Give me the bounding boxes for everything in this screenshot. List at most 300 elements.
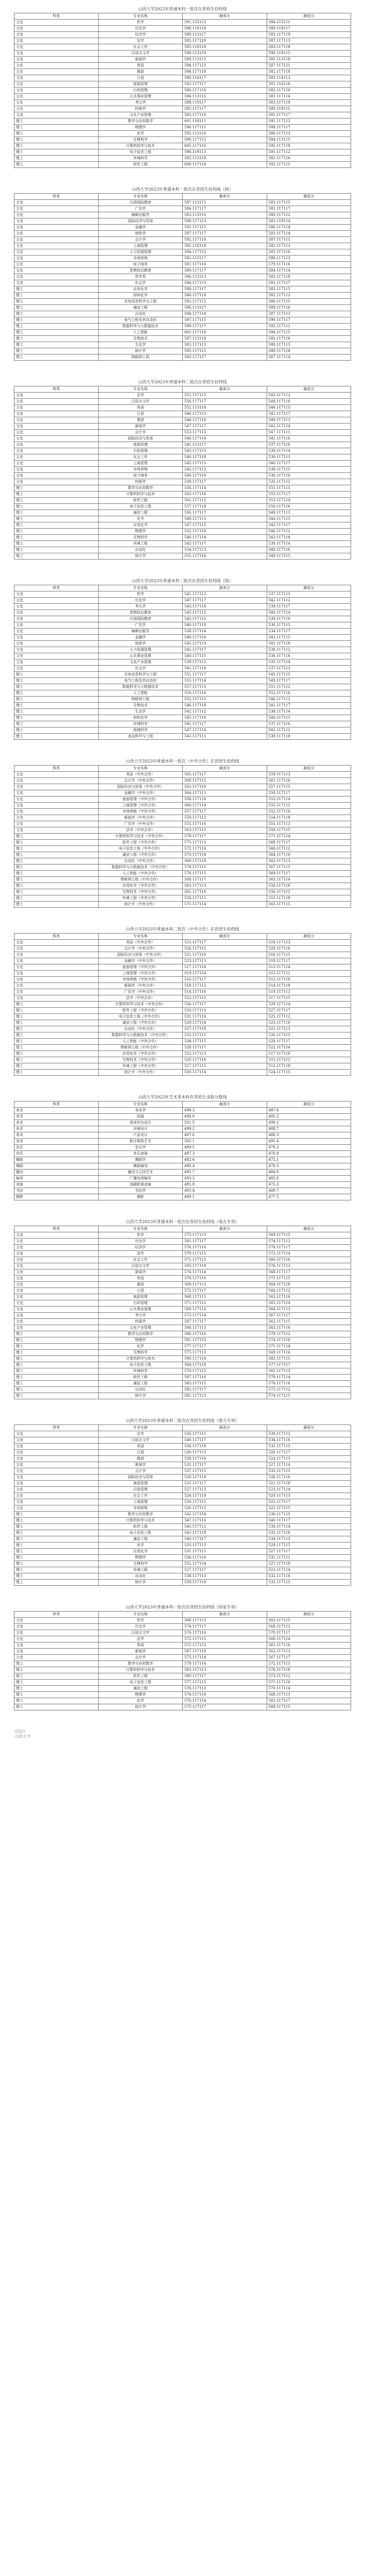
table-cell: 564.117118 [267,1282,351,1288]
table-cell: 文史 [14,940,99,946]
table-cell: 文史 [14,1475,99,1481]
table-cell: 理工 [14,902,99,908]
table-cell: 525.117117 [183,1481,267,1487]
table-cell: 文史 [14,448,99,454]
table-cell: 587.117115 [267,237,351,243]
table-cell: 580.117113 [267,342,351,348]
table-cell: 569.117115 [267,1232,351,1239]
table-cell: 俄语 [98,1456,183,1462]
table-row [14,50,351,57]
table-cell: 文史 [14,63,99,69]
table-cell: 592.117115 [267,162,351,168]
table-cell: 538.117114 [267,709,351,715]
table-cell: 光电信息科学与工程 [98,672,183,678]
table-cell: 文史 [14,20,99,26]
table-cell: 583.113116 [183,212,267,218]
table-cell: 512.117118 [267,1063,351,1070]
table-cell: 人力资源管理 [98,249,183,256]
table-cell: 哲学 [98,1618,183,1624]
table-cell: 545.117112 [267,393,351,399]
table-cell: 524.117118 [183,1493,267,1499]
table-cell: 文史 [14,977,99,983]
table-cell: 文史 [14,622,99,629]
score-table [14,933,351,1076]
table-row [14,256,351,262]
table-row [14,32,351,38]
table-row [14,1624,351,1630]
table-cell: 572.117114 [267,1251,351,1257]
table-cell: 541.117117 [183,721,267,727]
table-cell: 理工 [14,1008,99,1014]
table-cell: 527.117117 [183,1567,267,1573]
table-cell: 文史 [14,659,99,666]
table-cell: 569.117113 [183,1282,267,1288]
score-table [14,386,351,560]
table-cell: 562.117113 [267,1649,351,1655]
table-cell: 文史 [14,112,99,118]
table-cell: 558.117115 [267,827,351,834]
table-cell: 理工 [14,354,99,361]
table-cell: 文史 [14,69,99,75]
table-cell: 理工 [14,1543,99,1549]
table-cell: 531.117117 [183,1462,267,1468]
table-cell: 545.117115 [267,672,351,678]
table-cell: 580.117113 [267,256,351,262]
table-cell: 583.117118 [183,1263,267,1269]
table-cell: 534.117113 [267,1536,351,1543]
table-cell: 581.117116 [267,156,351,162]
table-cell: 财政学 [98,231,183,237]
table-cell: 547.117117 [183,423,267,430]
table-cell: 理工 [14,1375,99,1381]
table-row [14,479,351,485]
table-row [14,1536,351,1543]
table-cell: 文史 [14,442,99,448]
table-cell: 旅游管理（中外合作） [98,964,183,971]
table-cell: 528.117116 [183,1456,267,1462]
table-cell: 思想政治教育 [98,610,183,616]
table-cell: 583.117116 [183,112,267,118]
table-row [14,1307,351,1313]
table-cell: 584.113115 [267,137,351,143]
table-row [14,709,351,715]
table-cell: 人工智能（中外合作） [98,1039,183,1045]
table-cell: 自动化 [98,1573,183,1580]
table-row [14,678,351,684]
table-cell: 生物科学 [98,137,183,143]
table-cell: 音乐 [14,1151,99,1157]
table-cell: 新闻学 [98,57,183,63]
table-cell: 581.116116 [267,81,351,88]
table-row [14,865,351,871]
header-c1: 科类 [14,1612,99,1618]
table-row [14,1642,351,1649]
table-row [14,1020,351,1026]
table-cell: 549.117116 [267,399,351,405]
footer-line: 2023 [14,1729,25,1734]
table-row [14,871,351,877]
table-cell: 通信工程（中外合作） [98,1020,183,1026]
table-row [14,815,351,821]
table-cell: 552.117116 [267,690,351,697]
table-cell: 文史 [14,666,99,672]
score-section [14,578,351,740]
table-cell: 551.117113 [267,821,351,827]
table-cell: 569.117116 [183,1307,267,1313]
table-cell: 580.117117 [183,1673,267,1680]
header-c4: 最低分 [267,1226,351,1232]
table-row [14,1108,351,1114]
table-cell: 574.117117 [183,1624,267,1630]
section-caption: 山西大学2023年普通本科二批次在晋招生投档线（续） [132,579,233,583]
page-footer [0,1729,365,1739]
table-cell: 588.117117 [183,286,267,293]
table-cell: 579.117116 [267,262,351,268]
table-cell: 538.117112 [267,647,351,653]
header-c3: 最高分 [183,1425,267,1431]
table-cell: 526.117115 [267,1032,351,1039]
table-row [14,1263,351,1269]
table-row [14,858,351,865]
table-cell: 通信工程 [98,1686,183,1692]
section-caption: 山西大学2023年普通本科二批次在晋招生投档线 [138,380,227,384]
table-cell: 586.117116 [183,88,267,94]
table-row [14,1381,351,1387]
table-cell: 行政管理 [98,448,183,454]
table-row [14,1375,351,1381]
table-row [14,1704,351,1710]
table-row [14,989,351,995]
table-row [14,1393,351,1399]
table-cell: 文史 [14,815,99,821]
table-cell: 人工智能 [98,690,183,697]
table-cell: 工商管理 [98,243,183,249]
table-cell: 517.117116 [267,1051,351,1057]
table-cell: 487.3 [183,1151,267,1157]
table-cell: 583.117115 [267,286,351,293]
table-cell: 531.117115 [183,1549,267,1555]
table-row [14,1039,351,1045]
table-cell: 金融学（中外合作） [98,958,183,964]
table-cell: 汉语言文学 [98,1437,183,1444]
table-row [14,1170,351,1176]
table-cell: 565.117114 [267,1300,351,1307]
table-cell: 环境工程 [98,1567,183,1573]
table-row [14,1188,351,1194]
table-cell: 540.117113 [267,417,351,423]
table-cell: 574.117114 [183,1269,267,1276]
table-cell: 经济学 [98,1245,183,1251]
table-cell: 581.117116 [267,249,351,256]
table-cell: 571.117112 [183,1257,267,1263]
table-row [14,1667,351,1673]
table-cell: 文史 [14,809,99,815]
table-cell: 546.117115 [267,405,351,411]
table-cell: 533.117115 [267,1580,351,1586]
table-cell: 567.117117 [267,1313,351,1319]
score-section [14,758,351,908]
table-cell: 日语 [98,1450,183,1456]
header-c4: 最低分 [267,194,351,200]
table-row [14,305,351,311]
table-row [14,1655,351,1661]
table-row [14,131,351,137]
table-cell: 文史 [14,1630,99,1636]
table-cell: 598.119113 [183,149,267,156]
table-cell: 文史 [14,1462,99,1468]
table-cell: 文史 [14,1481,99,1487]
table-row [14,1462,351,1468]
table-row [14,1344,351,1350]
table-row [14,1524,351,1530]
table-cell: 576.117115 [183,871,267,877]
table-cell: 理工 [14,162,99,168]
table-cell: 文史 [14,430,99,436]
table-cell: 589.118117 [267,26,351,32]
table-cell: 文史 [14,218,99,225]
table-cell: 旅游管理 [98,1294,183,1300]
table-cell: 570.117114 [183,1698,267,1704]
table-cell: 559.117113 [267,772,351,778]
table-cell: 581.117113 [183,1393,267,1399]
table-row [14,88,351,94]
table-cell: 音乐学 [98,1145,183,1151]
table-cell: 文史 [14,417,99,423]
table-row [14,112,351,118]
table-cell: 理工 [14,1698,99,1704]
table-cell: 586.114117 [183,75,267,81]
table-cell: 数学与应用数学 [98,1331,183,1337]
table-cell: 文史 [14,88,99,94]
table-cell: 582.117118 [267,274,351,280]
table-cell: 545.117115 [183,461,267,467]
table-cell: 理工 [14,498,99,504]
table-cell: 587.117113 [267,311,351,317]
table-cell: 理工 [14,137,99,143]
header-c2: 专业名称 [98,13,183,20]
table-row [14,653,351,659]
table-cell: 文史 [14,1493,99,1499]
table-cell: 567.117115 [267,865,351,871]
table-cell: 电子信息工程 [98,1530,183,1536]
table-cell: 公共事业管理 [98,653,183,659]
table-row [14,1475,351,1481]
table-cell: 576.117116 [183,1245,267,1251]
table-cell: 548.117116 [183,635,267,641]
table-cell: 567.117118 [183,1649,267,1655]
table-cell: 文史 [14,821,99,827]
table-cell: 理工 [14,1680,99,1686]
table-row [14,659,351,666]
table-cell: 理工 [14,1337,99,1344]
table-cell: 工商管理 [98,461,183,467]
table-cell: 理工 [14,149,99,156]
table-row [14,268,351,274]
table-cell: 文史 [14,436,99,442]
table-cell: 557.117113 [183,684,267,690]
table-cell: 590.117115 [183,137,267,143]
table-cell: 587.117113 [267,38,351,44]
table-cell: 596.113117 [183,305,267,311]
table-cell: 518.117113 [267,940,351,946]
header-c2: 专业名称 [98,1101,183,1108]
table-row [14,827,351,834]
table-row [14,342,351,348]
table-cell: 文史 [14,1499,99,1505]
header-c4: 最低分 [267,386,351,393]
table-cell: 理工 [14,1555,99,1561]
header-row [14,934,351,940]
table-cell: 563.117113 [183,883,267,889]
table-row [14,393,351,399]
table-cell: 551.117115 [267,485,351,492]
score-table [14,1101,351,1200]
table-cell: 俄语 [98,417,183,423]
table-cell: 539.117117 [267,604,351,610]
table-cell: 汉语言文学 [98,1630,183,1636]
table-cell: 社会学 [98,280,183,286]
table-cell: 理工 [14,1381,99,1387]
table-row [14,311,351,317]
table-cell: 575.117117 [183,1704,267,1710]
table-row [14,772,351,778]
table-cell: 571.117112 [183,1300,267,1307]
table-row [14,821,351,827]
table-cell: 社会工作 [98,44,183,50]
footer-line: 山西大学 [14,1734,31,1739]
table-cell: 文史 [14,1288,99,1294]
table-cell: 理工 [14,734,99,740]
table-cell: 新闻学（中外合作） [98,983,183,989]
table-cell: 会计学（中外合作） [98,946,183,952]
table-cell: 理工 [14,131,99,137]
header-c2: 专业名称 [98,1612,183,1618]
table-row [14,137,351,143]
table-cell: 540.117117 [183,1437,267,1444]
table-cell: 557.117115 [267,784,351,790]
table-cell: 531.117115 [267,1444,351,1450]
header-row [14,1612,351,1618]
table-cell: 工商管理（中外合作） [98,971,183,977]
table-cell: 环境科学 [98,1368,183,1375]
table-cell: 532.117116 [267,1573,351,1580]
table-cell: 文史 [14,827,99,834]
table-row [14,940,351,946]
table-row [14,44,351,50]
table-cell: 590.113117 [183,32,267,38]
table-cell: 541.117116 [183,666,267,672]
table-cell: 568.117113 [183,1618,267,1624]
table-cell: 舞蹈 [14,1157,99,1163]
table-cell: 应用化学 [98,522,183,529]
table-cell: 570.117112 [183,1368,267,1375]
table-cell: 俄语 [98,69,183,75]
table-cell: 化学 [98,1543,183,1549]
table-cell: 594.117115 [267,330,351,336]
table-cell: 考古学 [98,604,183,610]
table-row [14,411,351,417]
table-row [14,94,351,100]
table-cell: 546.117118 [183,703,267,709]
table-cell: 文史 [14,106,99,112]
table-cell: 517.117118 [183,964,267,971]
table-cell: 理工 [14,336,99,342]
table-cell: 571.117114 [267,1344,351,1350]
table-cell: 552.117116 [267,809,351,815]
table-cell: 理工 [14,834,99,840]
table-cell: 562.117113 [267,858,351,865]
table-cell: 588.117113 [183,218,267,225]
table-cell: 563.117114 [267,877,351,883]
table-row [14,274,351,280]
table-cell: 536.117113 [267,454,351,461]
table-row [14,454,351,461]
table-cell: 绘画 [98,1114,183,1120]
table-row [14,262,351,268]
table-cell: 541.113117 [183,442,267,448]
section-caption: 山西大学2023年普通本科一批次在晋招生投档线 [138,7,227,11]
table-cell: 数据科学与大数据技术 [98,684,183,690]
table-cell: 538.117114 [183,629,267,635]
table-cell: 理工 [14,1573,99,1580]
table-cell: 558.117117 [267,790,351,796]
table-cell: 578.117112 [267,1331,351,1337]
table-cell: 514.117116 [183,989,267,995]
table-cell: 行政管理 [98,88,183,94]
table-row [14,317,351,324]
table-row [14,1232,351,1239]
table-row [14,249,351,256]
table-cell: 582.117115 [267,1356,351,1362]
table-cell: 584.117118 [183,69,267,75]
table-cell: 国际经济与贸易 [98,218,183,225]
table-cell: 软件工程（中外合作） [98,1008,183,1014]
table-cell: 540.117115 [267,715,351,721]
table-cell: 536.117116 [267,653,351,659]
table-row [14,1456,351,1462]
table-cell: 市场营销 [98,256,183,262]
table-cell: 文史 [14,423,99,430]
table-cell: 527.117117 [267,1549,351,1555]
table-cell: 482.6 [183,1157,267,1163]
table-cell: 583.117119 [267,100,351,106]
table-row [14,1561,351,1567]
table-row [14,299,351,305]
header-c3: 最高分 [183,1226,267,1232]
table-cell: 音乐表演 [98,1151,183,1157]
table-row [14,727,351,734]
table-cell: 文史 [14,461,99,467]
table-cell: 文史 [14,1239,99,1245]
table-cell: 生物科学 [98,1561,183,1567]
table-cell: 491.4 [183,1188,267,1194]
table-cell: 文史 [14,1450,99,1456]
table-cell: 585.113118 [183,156,267,162]
table-cell: 应用化学（中外合作） [98,883,183,889]
table-cell: 541.117118 [183,1530,267,1536]
table-cell: 537.117115 [267,591,351,598]
table-cell: 530.117114 [183,1070,267,1076]
table-cell: 576.117113 [267,1263,351,1269]
table-row [14,162,351,168]
table-cell: 理工 [14,1518,99,1524]
table-cell: 环境工程 [98,541,183,547]
table-cell: 人工智能（中外合作） [98,871,183,877]
table-row [14,1294,351,1300]
table-cell: 数据科学与大数据技术（中外合作） [98,865,183,871]
table-row [14,473,351,479]
table-cell: 547.117115 [267,430,351,436]
